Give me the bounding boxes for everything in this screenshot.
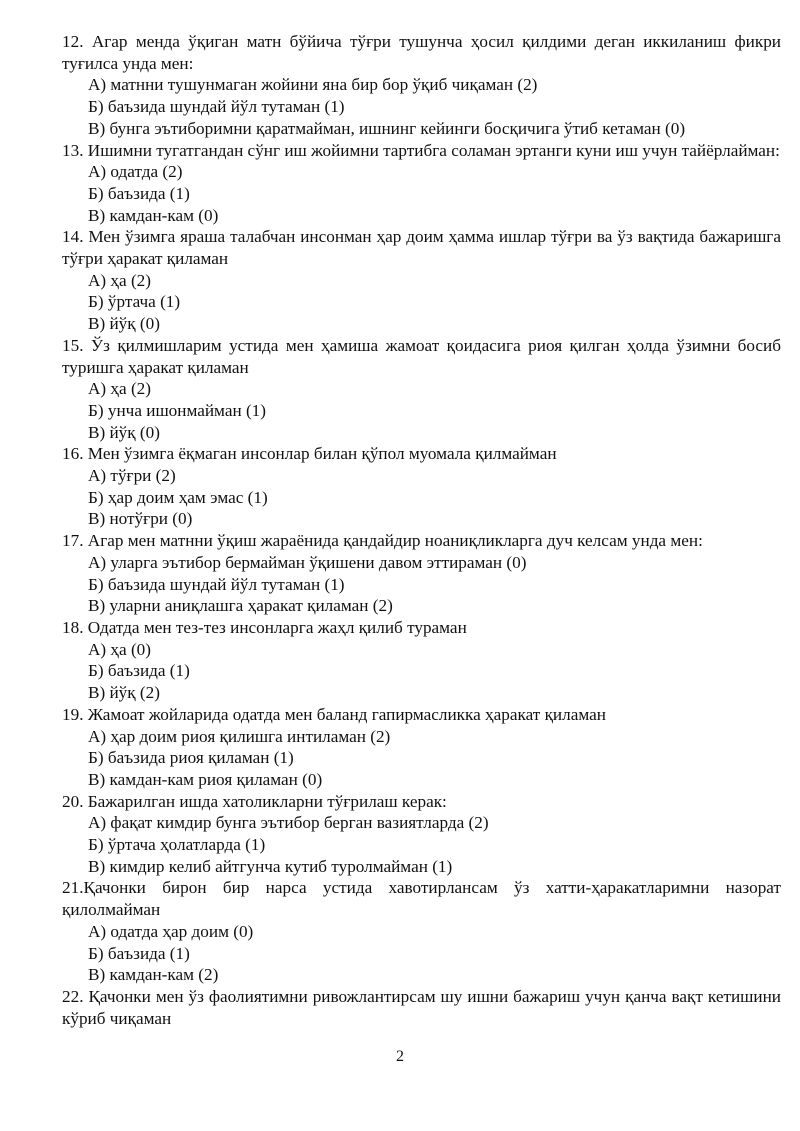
answer-option: Б) ўртача ҳолатларда (1) [88,835,266,855]
question-block [62,704,781,791]
page-number: 2 [396,1048,404,1065]
answer-option: В) йўқ (0) [88,314,160,334]
answer-option: Б) унча ишонмайман (1) [88,400,266,420]
answer-option: А) матнни тушунмаган жойини яна бир бор ўқиб чиқаман (2) [88,75,538,95]
answer-option: Б) баъзида (1) [88,943,190,963]
answer-option: В) бунга эътиборимни қаратмайман, ишнинг кейинги босқичига ўтиб кетаман (0) [88,118,686,138]
answer-option: А) тўғри (2) [88,466,176,486]
question-text: 16. Мен ўзимга ёқмаган инсонлар билан қўпол муомала қилмайман [62,444,557,464]
question-block [62,226,781,335]
answer-option: В) камдан-кам (0) [88,205,219,225]
answer-option: Б) ўртача (1) [88,292,181,312]
questionnaire-body [62,31,781,1029]
question-text: 19. Жамоат жойларида одатда мен баланд гапирмасликка ҳаракат қиламан [62,704,606,724]
question-block [62,31,781,140]
answer-option: В) уларни аниқлашга ҳаракат қиламан (2) [88,596,393,616]
question-block [62,443,781,530]
answer-option: В) йўқ (2) [88,683,160,703]
answer-option: Б) баъзида риоя қиламан (1) [88,748,294,768]
answer-option: В) камдан-кам (2) [88,965,219,985]
answer-option: Б) баъзида (1) [88,183,190,203]
question-block [62,791,781,878]
answer-option: А) ҳар доим риоя қилишга интиламан (2) [88,726,391,746]
answer-option: Б) баъзида шундай йўл тутаман (1) [88,97,345,117]
question-text: 18. Одатда мен тез-тез инсонларга жаҳл қилиб тураман [62,617,467,637]
answer-option: А) уларга эътибор бермайман ўқишени давом эттираман (0) [88,552,527,572]
question-text: 14. Мен ўзимга яраша талабчан инсонман ҳар доим ҳамма ишлар тўғри ва ўз вақтида бажаришга тўғри ҳаракат қиламан [62,227,781,269]
question-text: 20. Бажарилган ишда хатоликларни тўғрилаш керак: [62,791,447,811]
question-block [62,617,781,704]
answer-option: А) одатда ҳар доим (0) [88,921,254,941]
answer-option: Б) баъзида шундай йўл тутаман (1) [88,574,345,594]
question-block [62,877,781,986]
answer-option: В) нотўғри (0) [88,509,193,529]
question-block [62,335,781,444]
question-block [62,530,781,617]
answer-option: В) йўқ (0) [88,422,160,442]
answer-option: А) ҳа (0) [88,639,151,659]
question-text: 21.Қачонки бирон бир нарса устида хавотирлансам ўз хатти-ҳаракатларимни назорат қилолмайман [62,878,781,920]
answer-option: А) одатда (2) [88,162,183,182]
question-text: 12. Агар менда ўқиган матн бўйича тўғри тушунча ҳосил қилдими деган иккиланиш фикри туғилса унда мен: [62,32,781,73]
answer-option: В) камдан-кам риоя қиламан (0) [88,769,323,789]
question-text: 17. Агар мен матнни ўқиш жараёнида қандайдир ноаниқликларга дуч келсам унда мен: [62,531,703,551]
question-text: 15. Ўз қилмишларим устида мен ҳамиша жамоат қоидасига риоя қилган ҳолда ўзимни босиб туришга ҳаракат қиламан [62,335,781,377]
question-text: 22. Қачонки мен ўз фаолиятимни ривожлантирсам шу ишни бажариш учун қанча вақт кетишини кўриб чиқаман [62,986,781,1028]
answer-option: В) кимдир келиб айтгунча кутиб туролмайман (1) [88,856,453,876]
answer-option: А) ҳа (2) [88,379,151,399]
answer-option: А) ҳа (2) [88,270,151,290]
answer-option: Б) ҳар доим ҳам эмас (1) [88,487,268,507]
question-block [62,140,781,227]
answer-option: А) фақат кимдир бунга эътибор берган вазиятларда (2) [88,813,489,833]
answer-option: Б) баъзида (1) [88,661,190,681]
question-text: 13. Ишимни тугатгандан сўнг иш жойимни тартибга соламан эртанги куни иш учун тайёрлайман: [62,140,780,160]
question-block [62,986,781,1029]
